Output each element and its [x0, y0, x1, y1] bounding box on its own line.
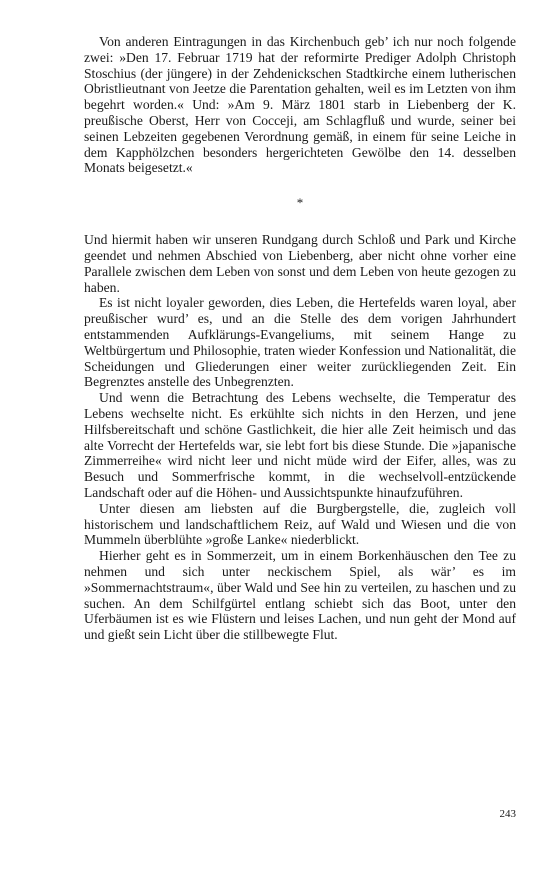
page-body: [84, 34, 516, 643]
page-number: 243: [499, 808, 516, 820]
paragraph-burgberg: Unter diesen am liebsten auf die Burgbergstelle, die, zugleich voll historischem und landschaftlichem Reiz, auf Wald und Wiesen und die von Mummeln überblühte »große Lanke« niederblickt.: [84, 500, 516, 548]
section-separator: *: [296, 195, 304, 211]
paragraph-temperature: Und wenn die Betrachtung des Lebens wechselte, die Temperatur des Lebens wechselte nicht. Es erkühlte sich nichts in den Herzen, und jene Hilfsbereitschaft und schöne Gastlichkeit, die hier alle Zeit heimisch und das alte Vorrecht der Hertefelds war, sie lebt fort bis diese Stunde. Die »japanische Zimmerreihe« wird nicht leer und nicht müde wird der Eifer, alles, was zu Besuch und Sommerfrische kommt, in die wechselvoll-entzückende Landschaft oder auf die Höhen- und Aussichtspunkte hinaufzuführen.: [84, 390, 516, 500]
paragraph-church-records: Von anderen Eintragungen in das Kirchenbuch geb’ ich nur noch folgende zwei: »Den 17. Februar 1719 hat der reformirte Prediger Adolph Christoph Stoschius (der jüngere) in der Zehdenickschen Stadtkirche einem lutherischen Obristlieutnant von Jeetze die Parentation gehalten, weil es im Letzten von ihm begehrt worden.« Und: »Am 9. März 1801 starb in Liebenberg der K. preußische Oberst, Herr von Cocceji, am Schlagfluß und wurde, seiner bei seinen Lebzeiten gegebenen Verordnung gemäß, in einem für seine Leiche in dem Kapphölzchen besonders hergerichteten Gewölbe den 14. desselben Monats beigesetzt.«: [84, 34, 516, 176]
paragraph-summer: Hierher geht es in Sommerzeit, um in einem Borkenhäuschen den Tee zu nehmen und sich unter neckischem Spiel, als wär’ es im »Sommernachtstraum«, über Wald und See hin zu verteilen, zu haschen und zu suchen. An dem Schilfgürtel entlang schiebt sich das Boot, unter den Uferbäumen ist es wie Flüstern und leises Lachen, und nun geht der Mond auf und gießt sein Licht über die stillbewegte Flut.: [84, 548, 516, 643]
paragraph-loyalty: Es ist nicht loyaler geworden, dies Leben, die Hertefelds waren loyal, aber preußischer wurd’ es, und an die Stelle des dem vorigen Jahrhundert entstammenden Aufklärungs-Evangeliums, mit seinem Hange zu Weltbürgertum und Philosophie, traten wieder Konfession und Nationalität, die Scheidungen und Gliederungen einer weiter zurückliegenden Zeit. Ein Begrenztes anstelle des Unbegrenzten.: [84, 295, 516, 390]
paragraph-farewell: Und hiermit haben wir unseren Rundgang durch Schloß und Park und Kirche geendet und nehmen Abschied von Liebenberg, aber nicht ohne vorher eine Parallele zwischen dem Leben von sonst und dem Leben von heute gezogen zu haben.: [84, 232, 516, 295]
